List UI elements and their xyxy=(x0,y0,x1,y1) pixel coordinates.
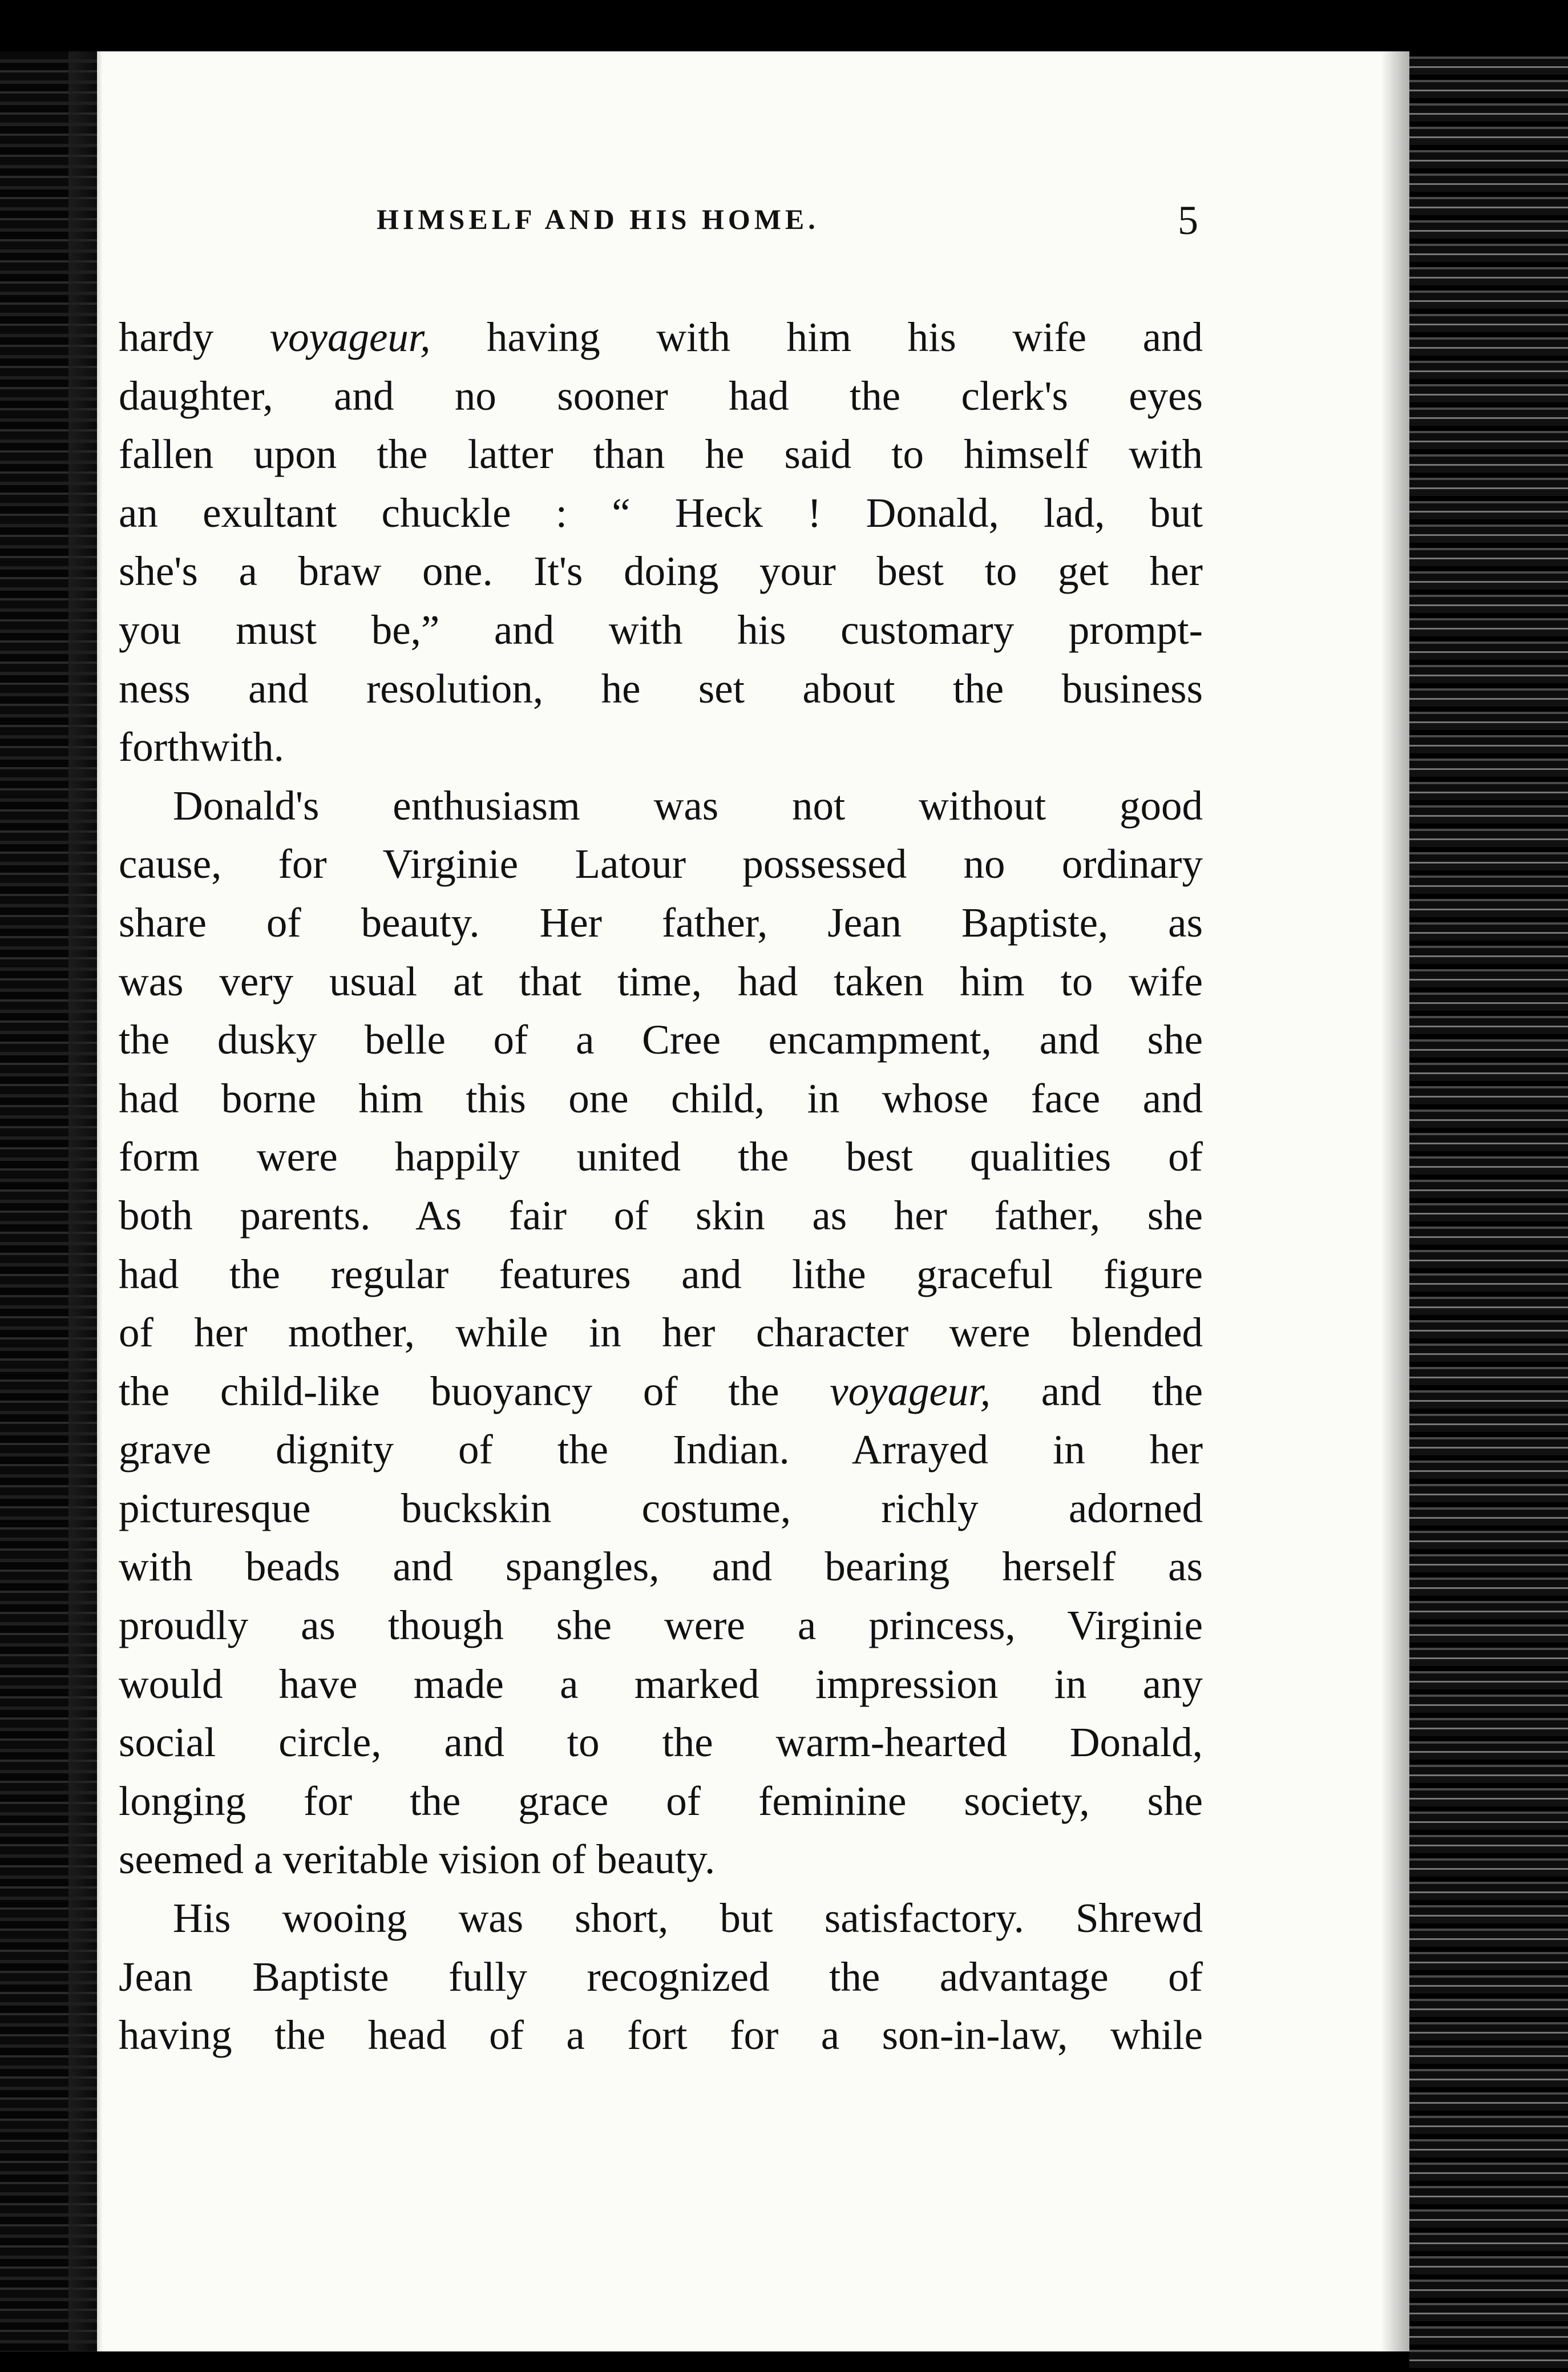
text-line: the child-like buoyancy of the voyageur, and the xyxy=(119,1367,1203,1414)
text-line: she's a braw one. It's doing your best to get her xyxy=(119,548,1203,595)
text-line: His wooing was short, but satisfactory. Shrewd xyxy=(173,1895,1203,1942)
text-line: longing for the grace of feminine society, she xyxy=(119,1777,1203,1824)
text-line: having the head of a fort for a son-in-law, while xyxy=(119,2012,1203,2059)
text-line: an exultant chuckle : “ Heck ! Donald, lad, but xyxy=(119,489,1203,536)
text-line: share of beauty. Her father, Jean Baptiste, as xyxy=(119,899,1203,946)
text-line: seemed a veritable vision of beauty. xyxy=(119,1836,716,1883)
page-edge xyxy=(1409,51,1568,2372)
text-line: with beads and spangles, and bearing herself as xyxy=(119,1543,1203,1590)
text-line: proudly as though she were a princess, Virginie xyxy=(119,1602,1203,1649)
text-line: Donald's enthusiasm was not without good xyxy=(173,782,1203,829)
text-line: would have made a marked impression in any xyxy=(119,1660,1203,1707)
page-header xyxy=(377,197,1198,243)
running-head: HIMSELF AND HIS HOME. xyxy=(377,203,819,235)
text-line: social circle, and to the warm-hearted Donald, xyxy=(119,1719,1203,1766)
text-line: Jean Baptiste fully recognized the advantage of xyxy=(119,1953,1203,2000)
text-line: daughter, and no sooner had the clerk's eyes xyxy=(119,372,1203,419)
binding-shadow-fade xyxy=(68,51,103,2351)
text-line: hardy voyageur, having with him his wife and xyxy=(119,314,1203,360)
text-line: forthwith. xyxy=(119,724,284,771)
text-line: both parents. As fair of skin as her father, she xyxy=(119,1192,1203,1239)
text-line: was very usual at that time, had taken him to wife xyxy=(119,958,1203,1005)
text-line: you must be,” and with his customary prompt- xyxy=(119,606,1203,653)
text-line: the dusky belle of a Cree encampment, and she xyxy=(119,1016,1203,1063)
page-number: 5 xyxy=(1178,197,1198,243)
body-text xyxy=(119,308,1203,2065)
text-line: grave dignity of the Indian. Arrayed in her xyxy=(119,1426,1203,1473)
text-line: fallen upon the latter than he said to himself with xyxy=(119,431,1203,478)
text-line: cause, for Virginie Latour possessed no ordinary xyxy=(119,841,1203,888)
text-line: form were happily united the best qualities of xyxy=(119,1133,1203,1180)
text-line: picturesque buckskin costume, richly adorned xyxy=(119,1484,1203,1531)
text-line: of her mother, while in her character were blended xyxy=(119,1309,1203,1356)
text-line: had the regular features and lithe graceful figure xyxy=(119,1250,1203,1297)
text-line: ness and resolution, he set about the business xyxy=(119,665,1203,712)
text-line: had borne him this one child, in whose face and xyxy=(119,1075,1203,1122)
